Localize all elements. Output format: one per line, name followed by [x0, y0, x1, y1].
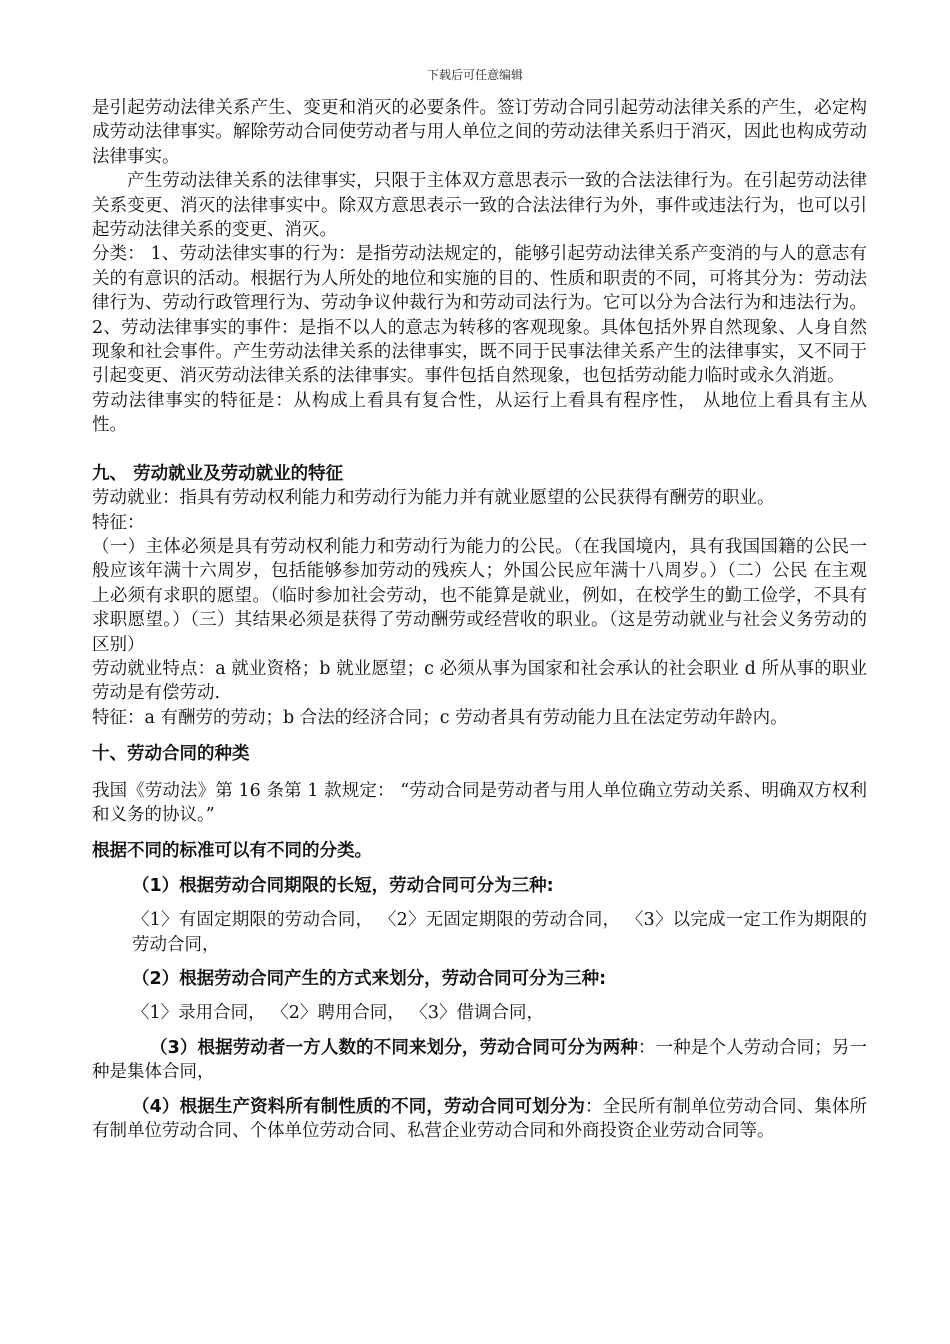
paragraph: 特征： — [92, 512, 145, 533]
classification-heading: （3）根据劳动者一方人数的不同来划分，劳动合同可分为两种 — [150, 1037, 639, 1058]
paragraph: 劳动就业：指具有劳动权利能力和劳动行为能力并有就业愿望的公民获得有酬劳的职业。 — [92, 488, 775, 509]
classification-heading: （2）根据劳动合同产生的方式来划分，劳动合同可分为三种: — [132, 969, 607, 989]
document-body — [92, 96, 867, 1143]
classification-item — [92, 1036, 867, 1085]
classification-text: ：一种是个人劳动合同；另一种是集体合同， — [92, 1037, 867, 1083]
classification-heading: （4）根据生产资料所有制性质的不同，劳动合同可划分为 — [132, 1096, 586, 1117]
paragraph: 我国《劳动法》第 16 条第 1 款规定： “劳动合同是劳动者与用人单位确立劳动关系、明确双方权利和义务的协议。” — [92, 780, 867, 825]
section-heading: 九、 劳动就业及劳动就业的特征 — [92, 463, 344, 484]
paragraph: （一）主体必须是具有劳动权利能力和劳动行为能力的公民。（在我国境内，具有我国国籍的公民一般应该年满十六周岁，包括能够参加劳动的残疾人；外国公民应年满十八周岁。）（二）公民 在主观上必须有求职的愿望。（临时参加社会劳动，也不能算是就业，例如，在校学生的勤工俭学，不具有求职愿望。）（三）其结果必须是获得了劳动酬劳或经营收的职业。（这是劳动就业与社会义务劳动的区别） — [92, 536, 867, 655]
paragraph: 产生劳动法律关系的法律事实，只限于主体双方意思表示一致的合法法律行为。在引起劳动法律关系变更、消灭的法律事实中。除双方意思表示一致的合法法律行为外，事件或违法行为，也可以引起劳动法律关系的变更、消灭。 — [92, 171, 867, 241]
classification-text: ：全民所有制单位劳动合同、集体所有制单位劳动合同、个体单位劳动合同、私营企业劳动合同和外商投资企业劳动合同等。 — [92, 1096, 867, 1142]
paragraph: 劳动就业特点：a 就业资格；b 就业愿望；c 必须从事为国家和社会承认的社会职业 d 所从事的职业劳动是有偿劳动. — [92, 658, 867, 704]
classification-text: 〈1〉录用合同， 〈2〉聘用合同， 〈3〉借调合同， — [132, 1003, 545, 1024]
classification-item — [92, 1095, 867, 1144]
classification-text: 〈1〉有固定期限的劳动合同， 〈2〉无固定期限的劳动合同， 〈3〉以完成一定工作为期限的劳动合同， — [132, 910, 867, 955]
paragraph: 分类： 1、劳动法律实事的行为：是指劳动法规定的，能够引起劳动法律关系产变消的与人的意志有关的有意识的活动。根据行为人所处的地位和实施的目的、性质和职责的不同，可将其分为：劳动法律行为、劳动行政管理行为、劳动争议仲裁行为和劳动司法行为。它可以分为合法行为和违法行为。 2、劳动法律事实的事件：是指不以人的意志为转移的客观现象。具体包括外界自然现象、人身自然现象和社会事件。产生劳动法律关系的法律事实，既不同于民事法律关系产生的法律事实，又不同于引起变更、消灭劳动法律关系的法律事实。事件包括自然现象，也包括劳动能力临时或永久消逝。 — [92, 244, 867, 387]
page-header: 下载后可任意编辑 — [426, 68, 523, 82]
paragraph: 是引起劳动法律关系产生、变更和消灭的必要条件。签订劳动合同引起劳动法律关系的产生，必定构成劳动法律事实。解除劳动合同使劳动者与用人单位之间的劳动法律关系归于消灭，因此也构成劳动法律事实。 — [92, 98, 867, 167]
paragraph: 劳动法律事实的特征是：从构成上看具有复合性，从运行上看具有程序性， 从地位上看具有主从性。 — [92, 390, 867, 436]
classification-heading: （1）根据劳动合同期限的长短，劳动合同可分为三种: — [132, 875, 554, 896]
paragraph: 特征：a 有酬劳的劳动；b 合法的经济合同；c 劳动者具有劳动能力且在法定劳动年龄内。 — [92, 707, 788, 728]
section-subheading: 根据不同的标准可以有不同的分类。 — [92, 841, 372, 862]
section-heading: 十、劳动合同的种类 — [92, 744, 250, 765]
